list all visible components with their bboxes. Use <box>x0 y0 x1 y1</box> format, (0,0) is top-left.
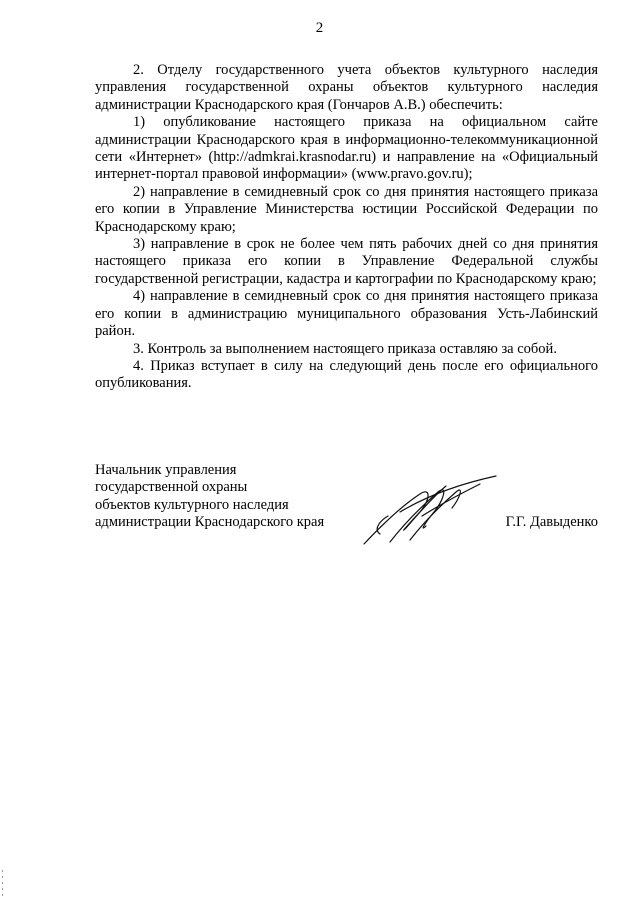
position-line: государственной охраны <box>95 479 248 496</box>
handwritten-signature <box>360 472 500 547</box>
position-line: объектов культурного наследия <box>95 496 289 513</box>
position-line: Начальник управления <box>95 462 237 478</box>
paragraph: 2. Отделу государственного учета объектов культурного наследия управления государственной охраны объектов культурного наследия администрации Краснодарского края (Гончаров А.В.) обеспечить: <box>95 62 598 113</box>
paragraph: 4. Приказ вступает в силу на следующий день после его официального опубликования. <box>95 357 598 392</box>
paragraph: 1) опубликование настоящего приказа на официальном сайте администрации Краснодарского края в информационно-телекоммуникационной сети «Интернет» (http://admkrai.krasnodar.ru) и направление на «Официальный интернет-портал правовой информации» (www.pravo.gov.ru); <box>95 114 598 183</box>
paragraph: 3) направление в срок не более чем пять рабочих дней со дня принятия настоящего приказа его копии в Управление Федеральной службы государственной регистрации, кадастра и картографии по Краснодарскому краю; <box>95 236 598 287</box>
paragraph: 2) направление в семидневный срок со дня принятия настоящего приказа его копии в Управление Министерства юстиции Российской Федерации по Краснодарскому краю; <box>95 183 598 235</box>
paragraph: 3. Контроль за выполнением настоящего приказа оставляю за собой. <box>133 340 557 357</box>
scan-edge-marks <box>2 870 4 900</box>
signatory-name: Г.Г. Давыденко <box>505 514 598 530</box>
page-number: 2 <box>315 20 324 36</box>
position-line: администрации Краснодарского края <box>95 514 325 531</box>
paragraph: 4) направление в семидневный срок со дня принятия настоящего приказа его копии в администрацию муниципального образования Усть-Лабинский район. <box>95 288 598 340</box>
order-body <box>95 62 598 393</box>
signature-block <box>95 462 598 542</box>
signatory-position <box>95 462 355 532</box>
